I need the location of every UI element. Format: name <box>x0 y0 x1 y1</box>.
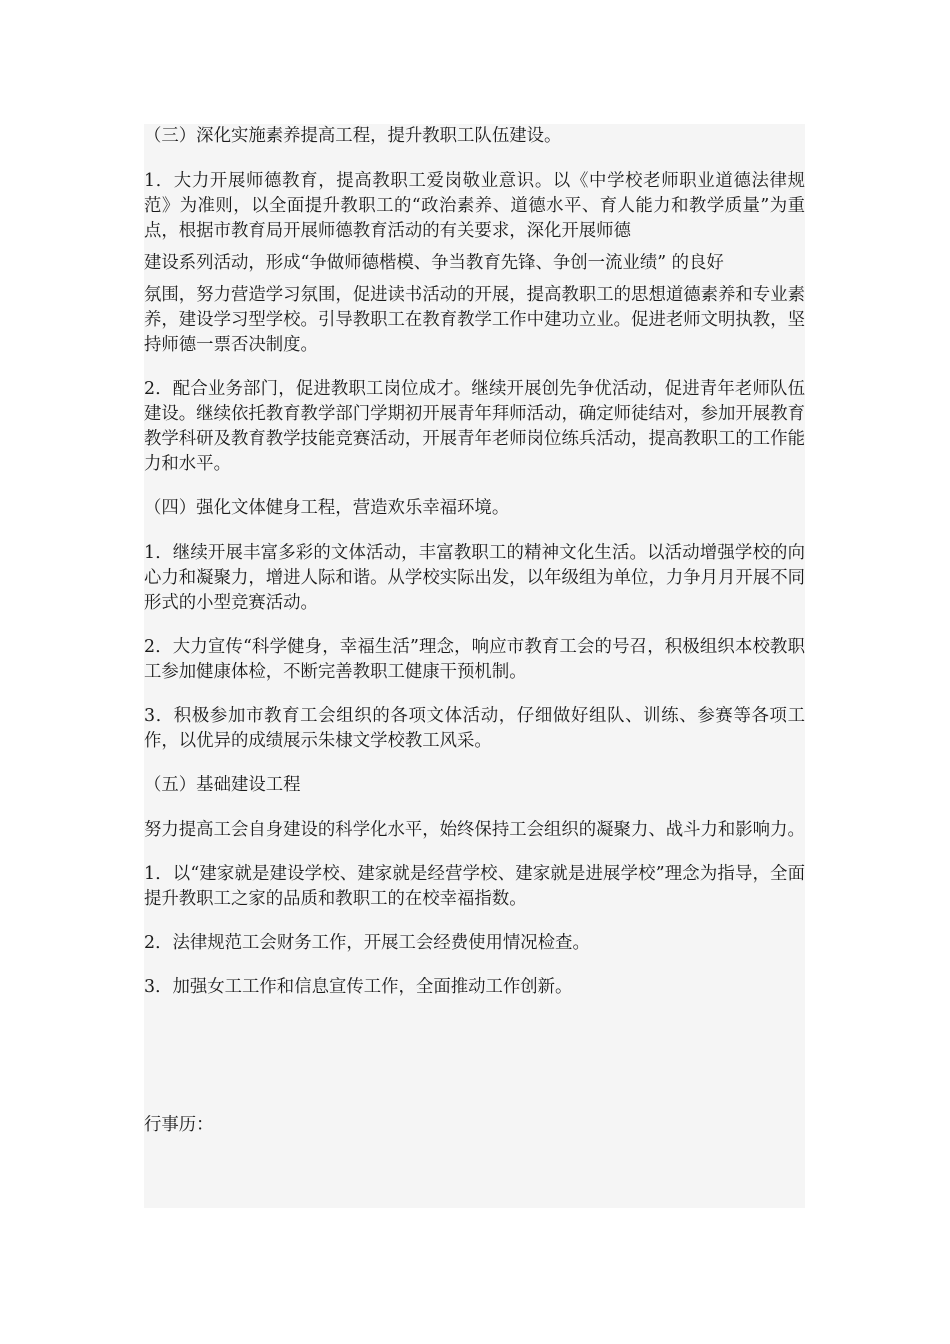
section-3-heading: （三）深化实施素养提高工程，提升教职工队伍建设。 <box>144 126 562 146</box>
section-5-item-2: 2．法律规范工会财务工作，开展工会经费使用情况检查。 <box>144 933 590 953</box>
blank-gap <box>144 1019 805 1113</box>
section-3-item-1-part-1: 1．大力开展师德教育，提高教职工爱岗敬业意识。以《中学校老师职业道德法律规范》为准则，以全面提升教职工的“政治素养、道德水平、育人能力和教学质量”为重点，根据市教育局开展师德教育活动的有关要求，深化开展师德 <box>144 171 805 241</box>
section-5-item-3: 3．加强女工工作和信息宣传工作，全面推动工作创新。 <box>144 977 573 997</box>
document-body <box>144 124 805 1138</box>
section-3-item-1-part-3: 氛围，努力营造学习氛围，促进读书活动的开展，提高教职工的思想道德素养和专业素养，建设学习型学校。引导教职工在教育教学工作中建功立业。促进老师文明执教，坚持师德一票否决制度。 <box>144 285 805 355</box>
section-4-item-2: 2．大力宣传“科学健身，幸福生活”理念，响应市教育工会的号召，积极组织本校教职工参加健康体检，不断完善教职工健康干预机制。 <box>144 637 805 682</box>
section-3-item-2: 2．配合业务部门，促进教职工岗位成才。继续开展创先争优活动，促进青年老师队伍建设。继续依托教育教学部门学期初开展青年拜师活动，确定师徒结对，参加开展教育教学科研及教育教学技能竞赛活动，开展青年老师岗位练兵活动，提高教职工的工作能力和水平。 <box>144 379 805 474</box>
section-4-item-3: 3．积极参加市教育工会组织的各项文体活动，仔细做好组队、训练、参赛等各项工作，以优异的成绩展示朱棣文学校教工风采。 <box>144 706 805 751</box>
section-4-heading: （四）强化文体健身工程，营造欢乐幸福环境。 <box>144 498 510 518</box>
section-4-item-1: 1．继续开展丰富多彩的文体活动，丰富教职工的精神文化生活。以活动增强学校的向心力和凝聚力，增进人际和谐。从学校实际出发，以年级组为单位，力争月月开展不同形式的小型竞赛活动。 <box>144 543 805 613</box>
section-3-item-1 <box>144 169 805 358</box>
section-5-item-1: 1．以“建家就是建设学校、建家就是经营学校、建家就是进展学校”理念为指导，全面提升教职工之家的品质和教职工的在校幸福指数。 <box>144 864 805 909</box>
section-5-intro: 努力提高工会自身建设的科学化水平，始终保持工会组织的凝聚力、战斗力和影响力。 <box>144 820 805 840</box>
section-5-heading: （五）基础建设工程 <box>144 775 301 795</box>
calendar-label: 行事历： <box>144 1115 214 1135</box>
section-3-item-1-part-2: 建设系列活动，形成“争做师德楷模、争当教育先锋、争创一流业绩” 的良好 <box>144 253 724 273</box>
